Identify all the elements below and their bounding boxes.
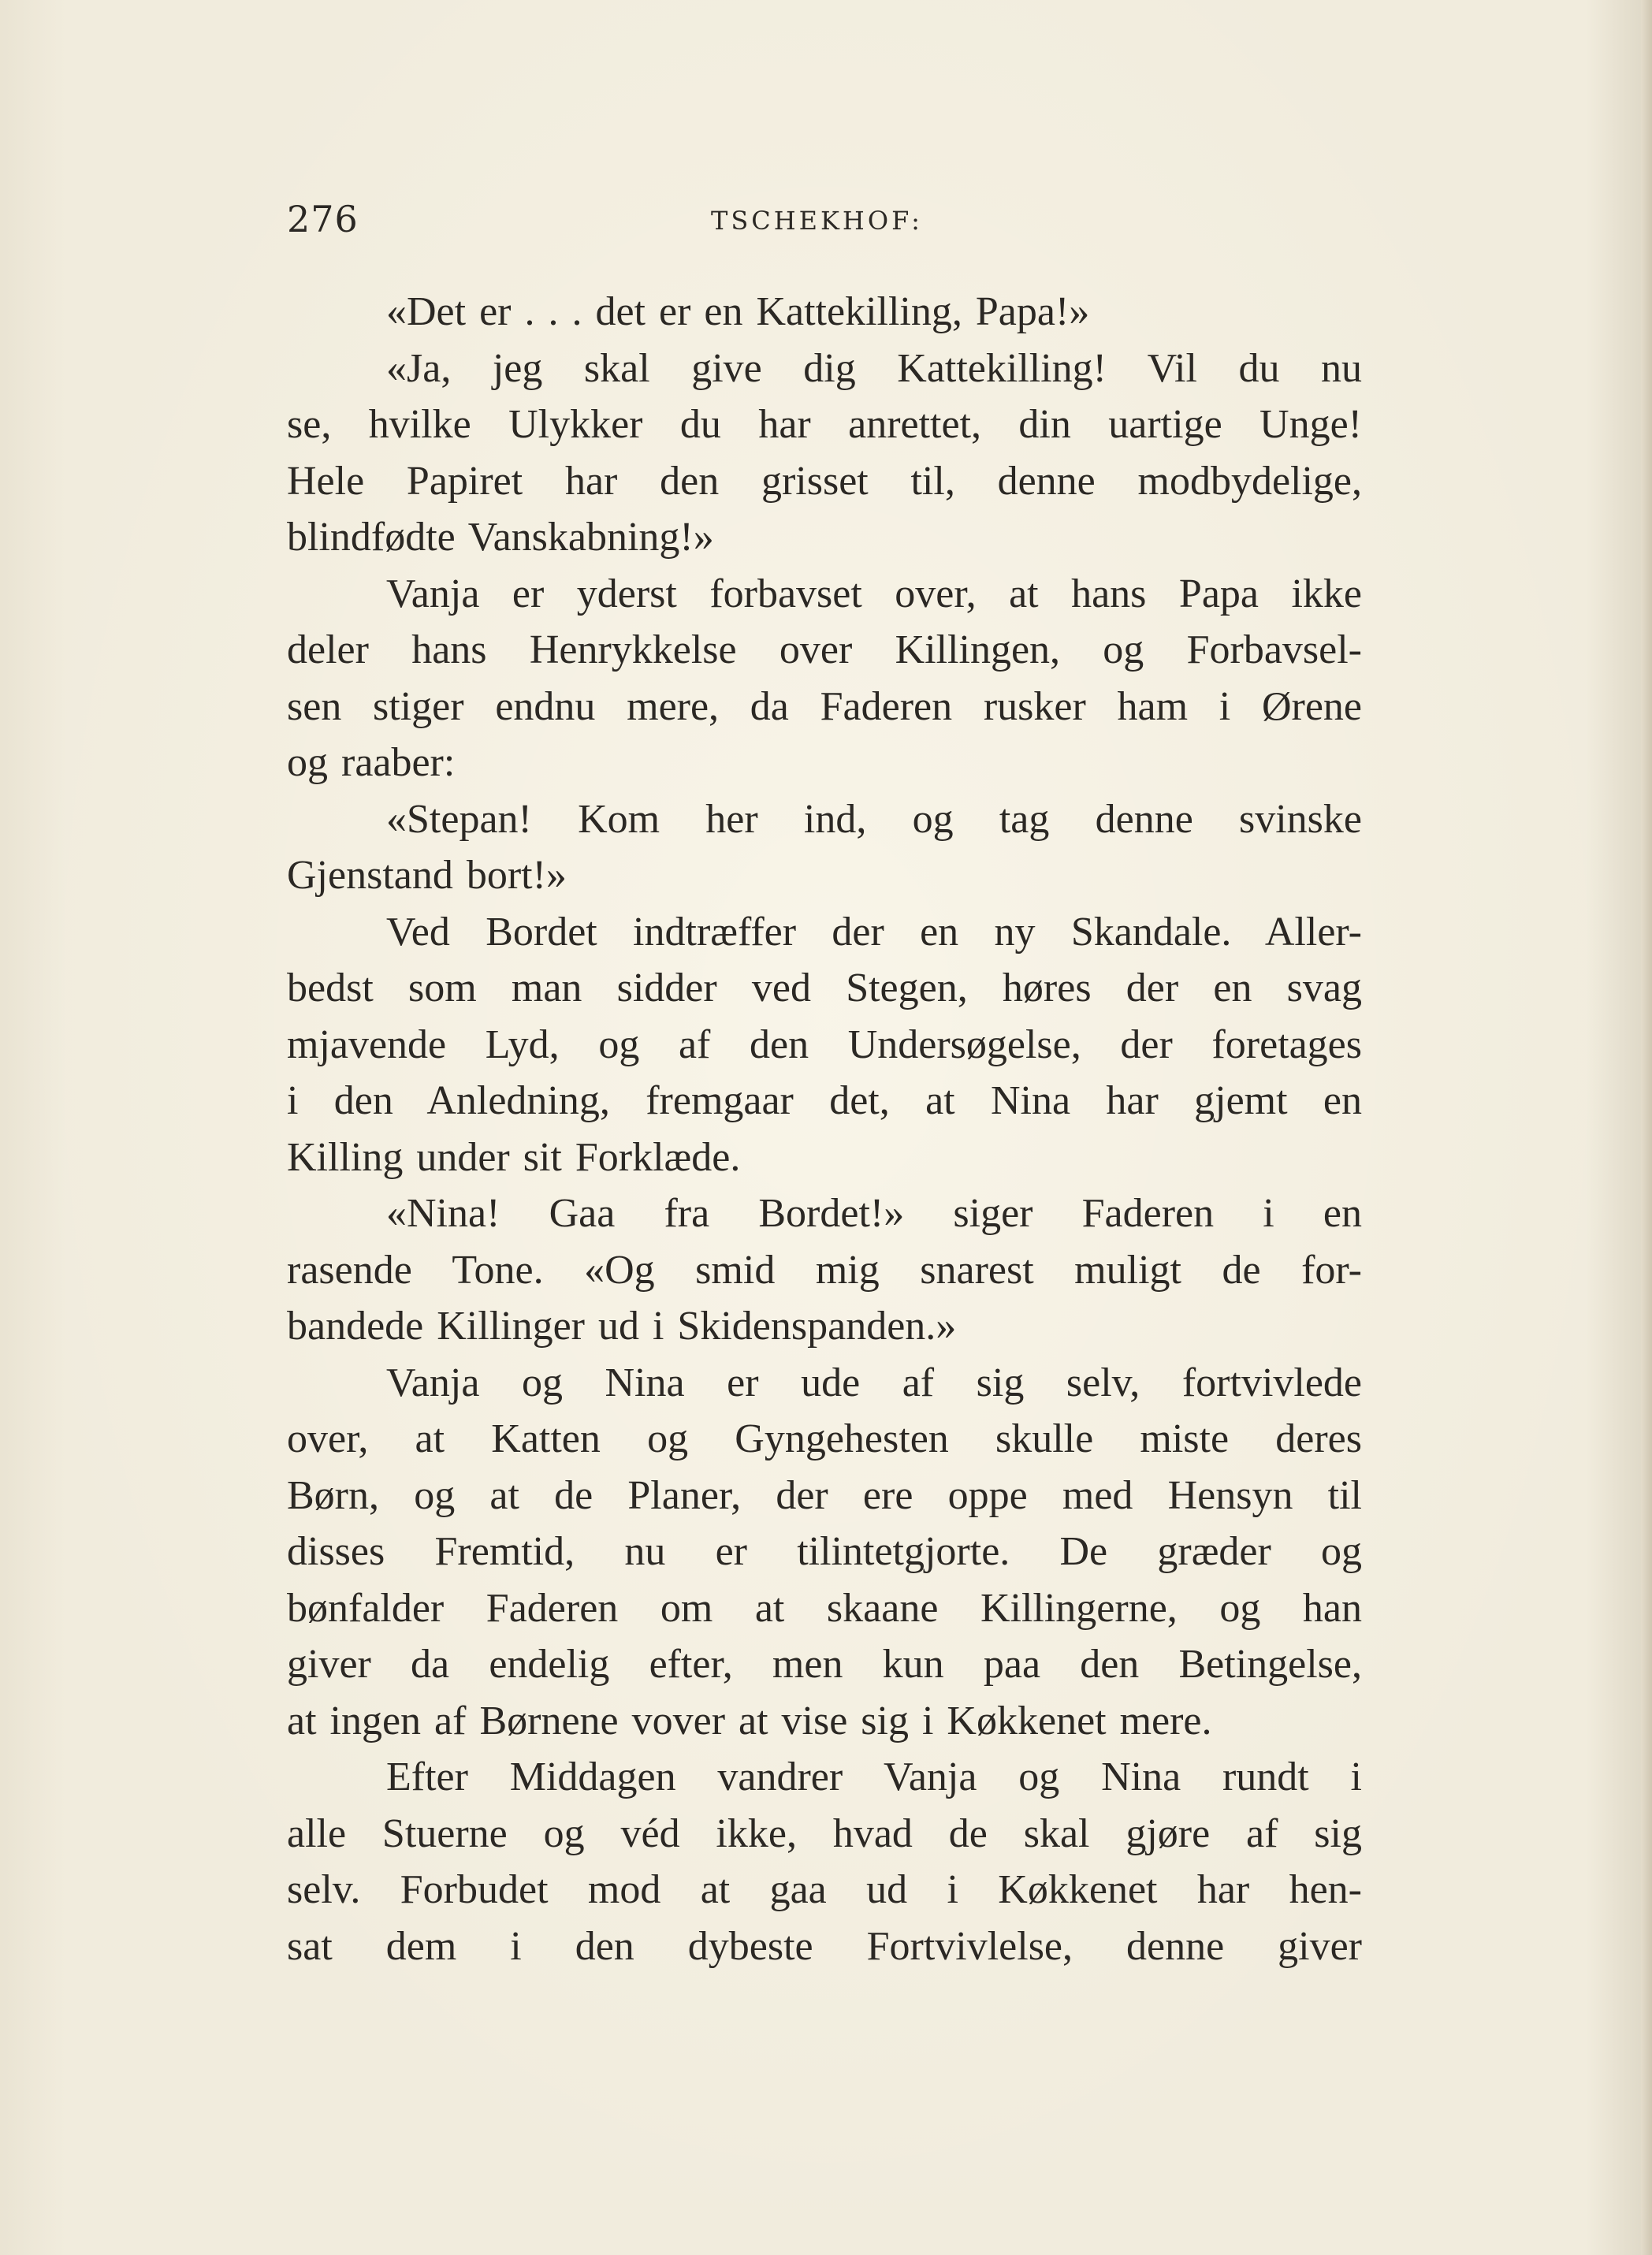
text-line: Gjenstand bort!» xyxy=(287,853,567,898)
text-line: Børn, og at de Planer, der ere oppe med Hensyn til xyxy=(287,1472,1362,1518)
text-line: blindfødte Vanskabning!» xyxy=(287,515,714,560)
text-line: «Nina! Gaa fra Bordet!» siger Faderen i en xyxy=(386,1191,1362,1236)
text-line: «Det er . . . det er en Kattekilling, Papa!» xyxy=(386,289,1090,334)
page-edge xyxy=(1641,0,1652,2255)
text-line: giver da endelig efter, men kun paa den Betingelse, xyxy=(287,1642,1362,1687)
text-line: Killing under sit Forklæde. xyxy=(287,1134,741,1180)
text-line: bandede Killinger ud i Skidenspanden.» xyxy=(287,1304,957,1349)
text-line: Hele Papiret har den grisset til, denne modbydelige, xyxy=(287,458,1362,504)
running-title: TSCHEKHOF: xyxy=(711,206,923,236)
text-line: «Stepan! Kom her ind, og tag denne svinske xyxy=(386,796,1362,842)
text-line: disses Fremtid, nu er tilintetgjorte. De græder og xyxy=(287,1529,1362,1574)
text-line: bedst som man sidder ved Stegen, høres der en svag xyxy=(287,966,1362,1010)
text-line: Ved Bordet indtræffer der en ny Skandale. Aller- xyxy=(386,909,1362,954)
text-line: deler hans Henrykkelse over Killingen, og Forbavsel- xyxy=(287,627,1362,672)
text-line: i den Anledning, fremgaar det, at Nina har gjemt en xyxy=(287,1078,1362,1123)
text-line: sat dem i den dybeste Fortvivlelse, denne giver xyxy=(287,1923,1362,1969)
text-line: og raaber: xyxy=(287,740,456,785)
page-number: 276 xyxy=(287,198,359,240)
text-line: sen stiger endnu mere, da Faderen rusker ham i Ørene xyxy=(287,683,1362,729)
text-line: rasende Tone. «Og smid mig snarest muligt de for- xyxy=(287,1247,1362,1293)
text-line: mjavende Lyd, og af den Undersøgelse, der foretages xyxy=(287,1021,1362,1067)
text-line: «Ja, jeg skal give dig Kattekilling! Vil du nu xyxy=(386,345,1362,391)
running-head xyxy=(287,195,1359,243)
text-line: alle Stuerne og véd ikke, hvad de skal gjøre af sig xyxy=(287,1810,1362,1856)
text-line: at ingen af Børnene vover at vise sig i Køkkenet mere. xyxy=(287,1698,1212,1743)
text-line: bønfalder Faderen om at skaane Killingerne, og han xyxy=(287,1585,1362,1631)
text-line: se, hvilke Ulykker du har anrettet, din uartige Unge! xyxy=(287,402,1362,447)
text-line: Vanja er yderst forbavset over, at hans Papa ikke xyxy=(386,571,1362,616)
body-text xyxy=(287,284,1362,1974)
text-line: selv. Forbudet mod at gaa ud i Køkkenet har hen- xyxy=(287,1867,1362,1912)
text-line: Vanja og Nina er ude af sig selv, fortvivlede xyxy=(386,1360,1362,1405)
text-line: over, at Katten og Gyngehesten skulle miste deres xyxy=(287,1416,1362,1461)
text-line: Efter Middagen vandrer Vanja og Nina rundt i xyxy=(386,1755,1362,1799)
